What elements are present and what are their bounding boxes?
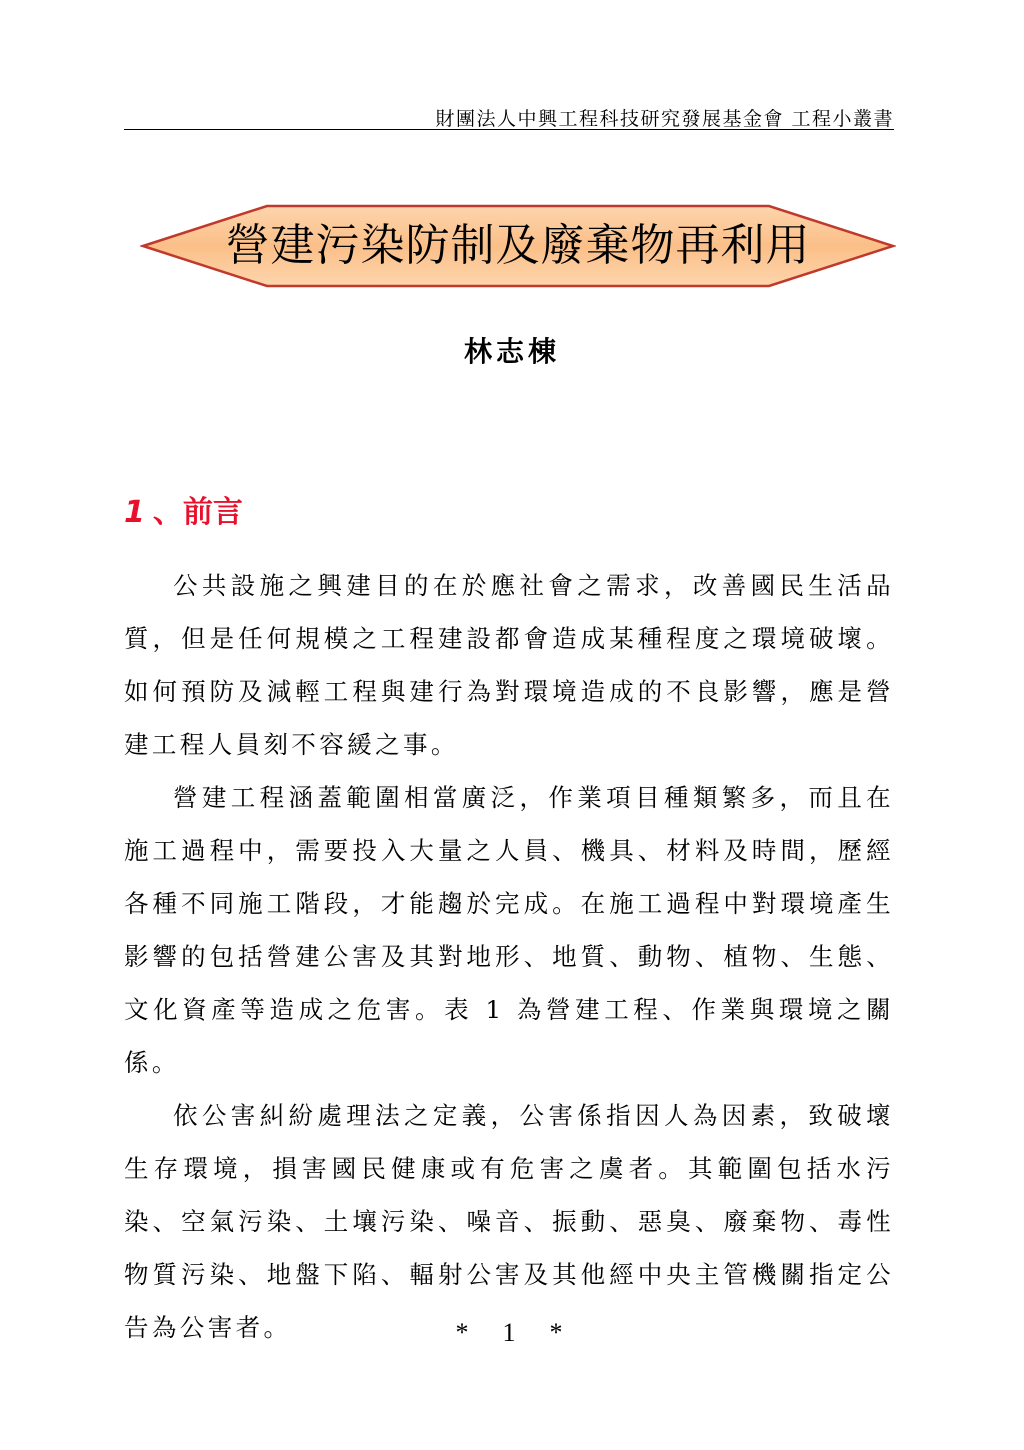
- paragraph: 依公害糾紛處理法之定義，公害係指因人為因素，致破壞生存環境，損害國民健康或有危害之虞者。其範圍包括水污染、空氣污染、土壤污染、噪音、振動、惡臭、廢棄物、毒性物質污染、地盤下陷、輻射公害及其他經中央主管機關指定公告為公害者。: [124, 1101, 894, 1342]
- page-number: 1: [502, 1318, 522, 1347]
- document-title: 營建污染防制及廢棄物再利用: [225, 220, 811, 271]
- author-name: 林志棟: [463, 335, 560, 368]
- page-footer: [0, 1318, 1024, 1348]
- section-title: 、前言: [152, 495, 243, 530]
- title-banner: [140, 203, 896, 289]
- footer-star-right: *: [549, 1318, 569, 1347]
- section-heading: [124, 487, 243, 531]
- page-header: 財團法人中興工程科技研究發展基金會 工程小叢書: [435, 108, 894, 130]
- header-divider: [124, 129, 894, 130]
- body-text: [124, 559, 894, 1354]
- section-number: 1: [124, 495, 145, 530]
- paragraph: 營建工程涵蓋範圍相當廣泛，作業項目種類繁多，而且在施工過程中，需要投入大量之人員、機具、材料及時間，歷經各種不同施工階段，才能趨於完成。在施工過程中對環境產生影響的包括營建公害及其對地形、地質、動物、植物、生態、文化資產等造成之危害。表 1 為營建工程、作業與環境之關係。: [124, 783, 894, 1077]
- paragraph: 公共設施之興建目的在於應社會之需求，改善國民生活品質，但是任何規模之工程建設都會造成某種程度之環境破壞。如何預防及減輕工程與建行為對環境造成的不良影響，應是營建工程人員刻不容緩之事。: [124, 571, 894, 759]
- footer-star-left: *: [455, 1318, 475, 1347]
